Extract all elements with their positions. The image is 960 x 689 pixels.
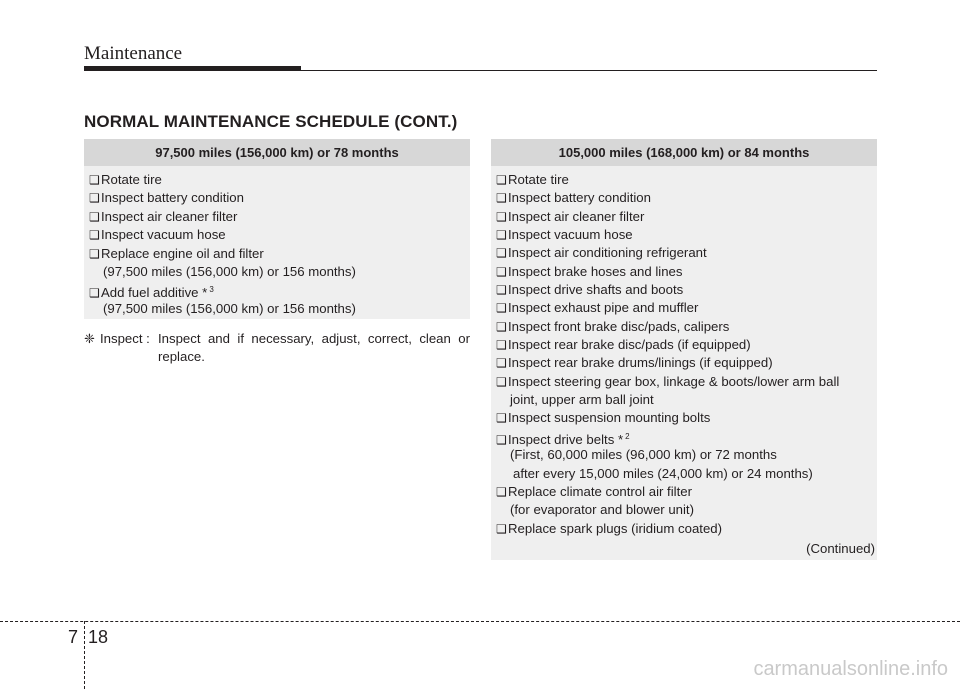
schedule-item-list bbox=[84, 166, 470, 318]
checklist-item-text: Inspect battery condition bbox=[508, 190, 651, 206]
checklist-item bbox=[89, 281, 470, 299]
schedule-item-list bbox=[491, 166, 877, 538]
footnote-superscript: 3 bbox=[209, 285, 214, 295]
footnote-label: Inspect : bbox=[100, 331, 150, 346]
checklist-item-detail bbox=[496, 446, 877, 464]
checklist-item-detail bbox=[496, 465, 877, 483]
footnote-text: Inspect and if necessary, adjust, correct, clean or bbox=[158, 331, 470, 346]
footer-rule bbox=[0, 621, 960, 622]
checklist-item bbox=[496, 244, 877, 262]
checkbox-icon: ❑ bbox=[496, 432, 507, 447]
checklist-item-text: Replace spark plugs (iridium coated) bbox=[508, 520, 723, 536]
checklist-item-text: Inspect air conditioning refrigerant bbox=[508, 245, 707, 261]
checklist-item bbox=[496, 208, 877, 226]
checklist-item-text: Replace engine oil and filter bbox=[101, 245, 264, 261]
checkbox-icon: ❑ bbox=[89, 228, 100, 243]
checkbox-icon: ❑ bbox=[496, 521, 507, 536]
page-header-title: Maintenance bbox=[84, 43, 183, 64]
checklist-item-text: (97,500 miles (156,000 km) or 156 months) bbox=[103, 263, 356, 279]
checklist-item bbox=[496, 373, 877, 391]
checklist-item bbox=[496, 189, 877, 207]
checklist-item-text: Add fuel additive * bbox=[101, 285, 208, 301]
checkbox-icon: ❑ bbox=[496, 209, 507, 224]
checklist-item-text: Inspect front brake disc/pads, calipers bbox=[508, 318, 730, 334]
checklist-item-detail bbox=[496, 501, 877, 519]
footer-vertical-rule bbox=[84, 621, 85, 689]
checklist-item-text: (for evaporator and blower unit) bbox=[510, 502, 694, 518]
checkbox-icon: ❑ bbox=[89, 173, 100, 187]
checkbox-icon: ❑ bbox=[496, 374, 507, 389]
checklist-item-text: (First, 60,000 miles (96,000 km) or 72 months bbox=[510, 447, 777, 463]
checklist-item-text: Inspect rear brake disc/pads (if equipped) bbox=[508, 337, 751, 353]
checklist-item-text: Inspect suspension mounting bolts bbox=[508, 410, 711, 426]
checklist-item-detail bbox=[89, 263, 470, 281]
footnote-text-cont: replace. bbox=[158, 349, 205, 365]
checklist-item bbox=[496, 171, 877, 189]
checklist-item-detail bbox=[496, 391, 877, 409]
schedule-box-105000 bbox=[491, 139, 877, 560]
checklist-item bbox=[496, 318, 877, 336]
checkbox-icon: ❑ bbox=[496, 264, 507, 279]
checklist-item-text: Inspect brake hoses and lines bbox=[508, 263, 683, 279]
section-title: NORMAL MAINTENANCE SCHEDULE (CONT.) bbox=[84, 112, 458, 131]
schedule-box-heading: 97,500 miles (156,000 km) or 78 months bbox=[84, 139, 470, 166]
checklist-item-text: Inspect drive shafts and boots bbox=[508, 282, 684, 298]
checklist-item-text: Inspect vacuum hose bbox=[101, 227, 226, 243]
checkbox-icon: ❑ bbox=[496, 283, 507, 298]
checklist-item bbox=[89, 208, 470, 226]
checklist-item bbox=[89, 226, 470, 244]
checklist-item-text: Inspect drive belts * bbox=[508, 431, 624, 447]
checklist-item bbox=[496, 428, 877, 446]
checklist-item-text: Inspect air cleaner filter bbox=[101, 208, 238, 224]
checklist-item-text: Rotate tire bbox=[101, 172, 162, 187]
checkbox-icon: ❑ bbox=[89, 246, 100, 261]
checkbox-icon: ❑ bbox=[496, 228, 507, 243]
checklist-item-text: (97,500 miles (156,000 km) or 156 months) bbox=[103, 300, 356, 316]
checklist-item bbox=[496, 299, 877, 317]
header-rule-thick bbox=[84, 66, 301, 71]
checkbox-icon: ❑ bbox=[496, 484, 507, 499]
checkbox-icon: ❑ bbox=[496, 411, 507, 426]
checklist-item bbox=[496, 263, 877, 281]
checklist-item bbox=[496, 226, 877, 244]
inspect-footnote bbox=[84, 330, 470, 367]
checklist-item-detail bbox=[89, 300, 470, 318]
continued-label: (Continued) bbox=[806, 541, 875, 556]
checkbox-icon: ❑ bbox=[496, 338, 507, 353]
checkbox-icon: ❑ bbox=[496, 319, 507, 334]
schedule-box-heading: 105,000 miles (168,000 km) or 84 months bbox=[491, 139, 877, 166]
checkbox-icon: ❑ bbox=[496, 301, 507, 316]
watermark: carmanualsonline.info bbox=[753, 658, 948, 680]
checkbox-icon: ❑ bbox=[89, 191, 100, 206]
checklist-item-text: joint, upper arm ball joint bbox=[510, 392, 654, 408]
checkbox-icon: ❑ bbox=[496, 246, 507, 261]
checklist-item bbox=[496, 483, 877, 501]
footnote-superscript: 2 bbox=[625, 431, 630, 441]
checklist-item bbox=[496, 336, 877, 354]
checkbox-icon: ❑ bbox=[496, 356, 507, 371]
checklist-item-text: Inspect exhaust pipe and muffler bbox=[508, 300, 699, 316]
checklist-item bbox=[496, 409, 877, 427]
checkbox-icon: ❑ bbox=[496, 191, 507, 206]
checkbox-icon: ❑ bbox=[496, 173, 507, 187]
checklist-item-text: Inspect steering gear box, linkage & boots/lower arm ball bbox=[508, 373, 840, 389]
checklist-item bbox=[496, 354, 877, 372]
checklist-item bbox=[496, 281, 877, 299]
chapter-number: 7 bbox=[68, 627, 79, 647]
page-number: 18 bbox=[88, 627, 109, 647]
checklist-item bbox=[89, 171, 470, 189]
header-rule-thin bbox=[301, 70, 877, 71]
checklist-item-text: Replace climate control air filter bbox=[508, 483, 692, 499]
schedule-box-97500 bbox=[84, 139, 470, 319]
checklist-item bbox=[496, 520, 877, 538]
checkbox-icon: ❑ bbox=[89, 209, 100, 224]
checkbox-icon: ❑ bbox=[89, 286, 100, 301]
checklist-item-text: Rotate tire bbox=[508, 172, 569, 187]
checklist-item bbox=[89, 245, 470, 263]
checklist-item bbox=[89, 189, 470, 207]
checklist-item-text: Inspect rear brake drums/linings (if equipped) bbox=[508, 355, 773, 371]
checklist-item-text: after every 15,000 miles (24,000 km) or 24 months) bbox=[513, 465, 813, 481]
footnote-mark: ❈ bbox=[84, 331, 96, 346]
checklist-item-text: Inspect air cleaner filter bbox=[508, 208, 645, 224]
checklist-item-text: Inspect battery condition bbox=[101, 190, 244, 206]
checklist-item-text: Inspect vacuum hose bbox=[508, 227, 633, 243]
